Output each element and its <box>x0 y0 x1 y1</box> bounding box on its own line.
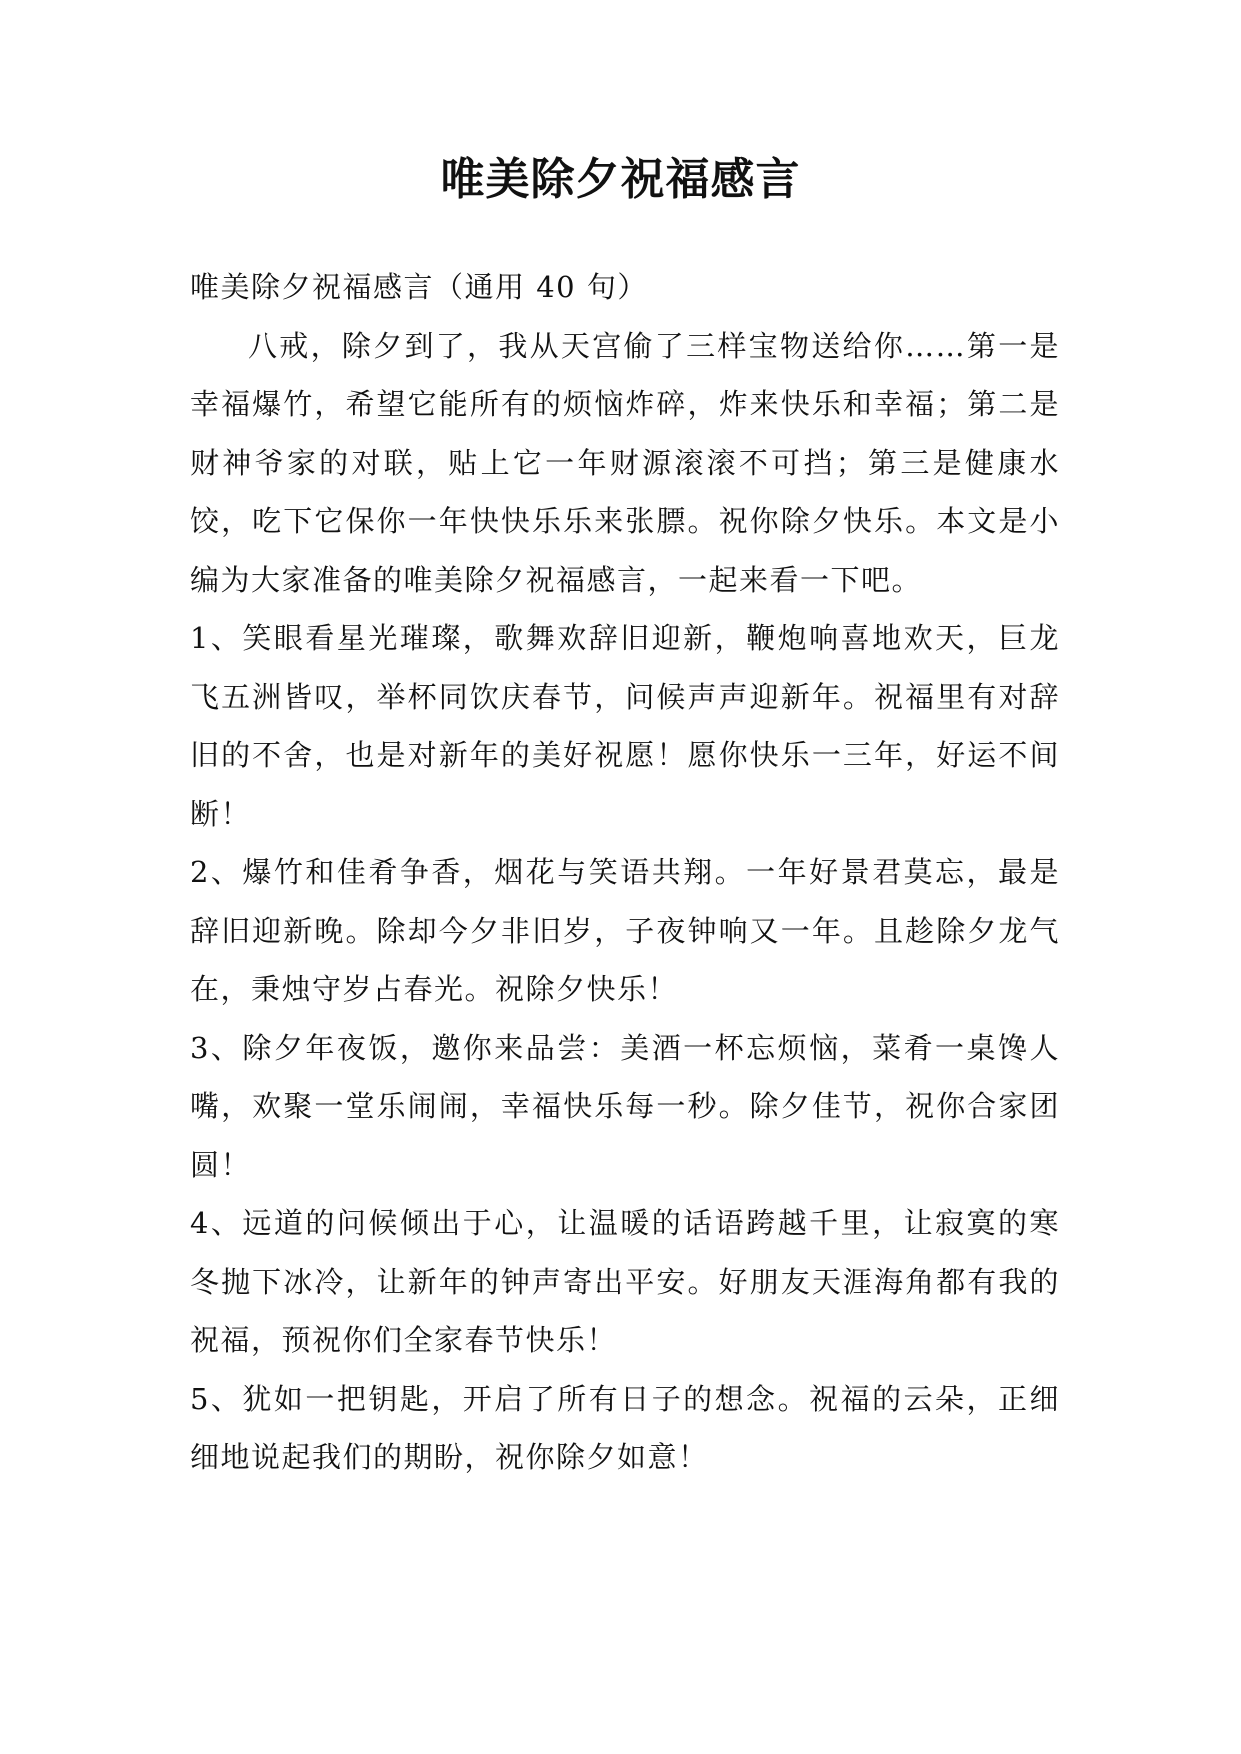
intro-paragraph: 八戒，除夕到了，我从天宫偷了三样宝物送给你……第一是幸福爆竹，希望它能所有的烦恼炸碎，炸来快乐和幸福；第二是财神爷家的对联，贴上它一年财源滚滚不可挡；第三是健康水饺，吃下它保你一年快快乐乐来张膘。祝你除夕快乐。本文是小编为大家准备的唯美除夕祝福感言，一起来看一下吧。 <box>190 328 1060 597</box>
blessing-item-5: 5、犹如一把钥匙，开启了所有日子的想念。祝福的云朵，正细细地说起我们的期盼，祝你除夕如意！ <box>190 1381 1060 1474</box>
blessing-item-1: 1、笑眼看星光璀璨，歌舞欢辞旧迎新，鞭炮响喜地欢天，巨龙飞五洲皆叹，举杯同饮庆春节，问候声声迎新年。祝福里有对辞旧的不舍，也是对新年的美好祝愿！愿你快乐一三年，好运不间断！ <box>190 621 1060 831</box>
document-subtitle: 唯美除夕祝福感言（通用 40 句） <box>190 270 648 304</box>
blessing-item-2: 2、爆竹和佳肴争香，烟花与笑语共翔。一年好景君莫忘，最是辞旧迎新晚。除却今夕非旧岁，子夜钟响又一年。且趁除夕龙气在，秉烛守岁占春光。祝除夕快乐！ <box>190 855 1060 1006</box>
blessing-item-3: 3、除夕年夜饭，邀你来品尝：美酒一杯忘烦恼，菜肴一桌馋人嘴，欢聚一堂乐闹闹，幸福快乐每一秒。除夕佳节，祝你合家团圆！ <box>190 1030 1060 1182</box>
document-title: 唯美除夕祝福感言 <box>440 154 801 205</box>
blessing-item-4: 4、远道的问候倾出于心，让温暖的话语跨越千里，让寂寞的寒冬抛下冰冷，让新年的钟声寄出平安。好朋友天涯海角都有我的祝福，预祝你们全家春节快乐！ <box>190 1206 1060 1357</box>
document-body <box>190 258 1060 1487</box>
